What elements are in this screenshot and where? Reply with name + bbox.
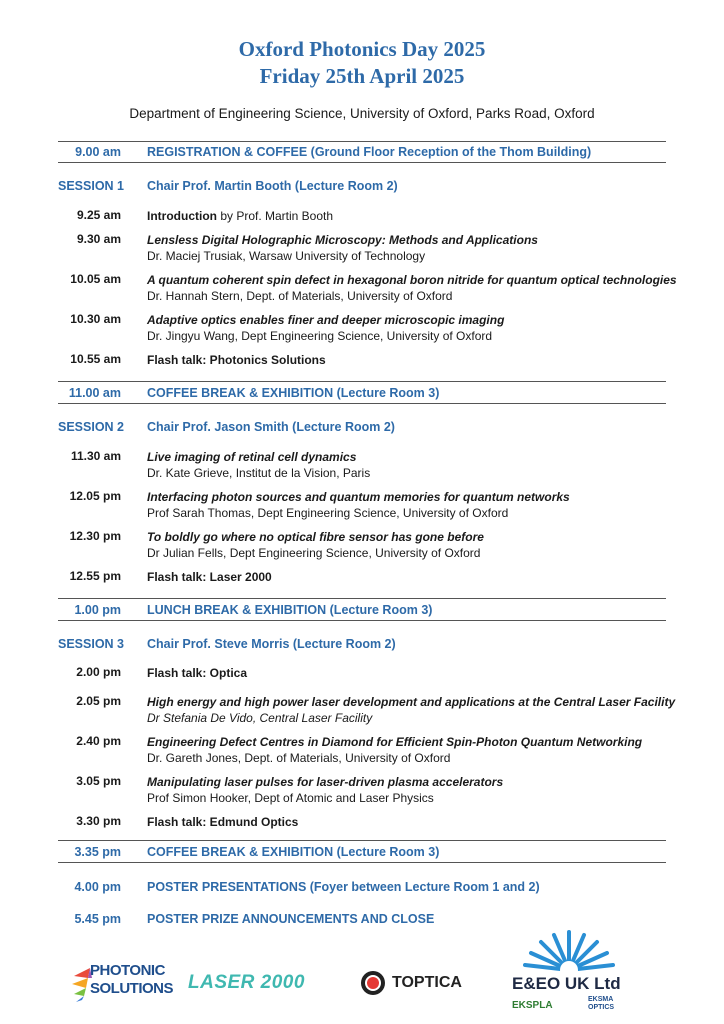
session-label: SESSION 1 (58, 179, 124, 193)
time: 1.00 pm (74, 603, 121, 617)
talk-speaker: Prof Simon Hooker, Dept of Atomic and Laser Physics (147, 791, 434, 805)
talk-speaker: Prof Sarah Thomas, Dept Engineering Science, University of Oxford (147, 506, 509, 520)
laser2000-text: LASER 2000 (188, 972, 305, 993)
time: 5.45 pm (74, 912, 121, 926)
flash-talk: Flash talk: Laser 2000 (147, 570, 272, 584)
break-label: LUNCH BREAK & EXHIBITION (Lecture Room 3) (147, 603, 433, 617)
time: 2.05 pm (76, 694, 121, 708)
talk-title: High energy and high power laser development and applications at the Central Laser Facility (147, 695, 676, 709)
divider (58, 598, 666, 599)
time: 4.00 pm (74, 880, 121, 894)
session-chair: Chair Prof. Jason Smith (Lecture Room 2) (147, 420, 395, 434)
talk-title: Lensless Digital Holographic Microscopy: Methods and Applications (147, 233, 538, 247)
talk-speaker: Dr. Maciej Trusiak, Warsaw University of Technology (147, 249, 426, 263)
talk-speaker: Dr Stefania De Vido, Central Laser Facility (147, 711, 373, 725)
flash-talk: Flash talk: Photonics Solutions (147, 353, 326, 367)
time: 2.40 pm (76, 734, 121, 748)
divider (58, 162, 666, 163)
eeo-logo (508, 926, 638, 1022)
time: 2.00 pm (76, 665, 121, 679)
session-chair: Chair Prof. Steve Morris (Lecture Room 2) (147, 637, 396, 651)
break-label: POSTER PRESENTATIONS (Foyer between Lecture Room 1 and 2) (147, 880, 540, 894)
talk-title: Manipulating laser pulses for laser-driven plasma accelerators (147, 775, 504, 789)
talk-title: Adaptive optics enables finer and deeper microscopic imaging (147, 313, 505, 327)
time: 3.35 pm (74, 845, 121, 859)
talk-title: Live imaging of retinal cell dynamics (147, 450, 357, 464)
time: 9.25 am (76, 208, 121, 222)
venue: Department of Engineering Science, University of Oxford, Parks Road, Oxford (129, 106, 595, 121)
divider (58, 141, 666, 142)
session-label: SESSION 2 (58, 420, 124, 434)
divider (58, 381, 666, 382)
session-chair: Chair Prof. Martin Booth (Lecture Room 2) (147, 179, 398, 193)
session-label: SESSION 3 (58, 637, 124, 651)
talk-title: To boldly go where no optical fibre sensor has gone before (147, 530, 484, 544)
talk-speaker: Dr Julian Fells, Dept Engineering Science, University of Oxford (147, 546, 481, 560)
talk-speaker: Dr. Hannah Stern, Dept. of Materials, University of Oxford (147, 289, 453, 303)
page-title: Oxford Photonics Day 2025 (238, 37, 486, 61)
photonic-line1: PHOTONIC (90, 962, 165, 979)
photonic-line2: SOLUTIONS (90, 980, 174, 997)
break-label: POSTER PRIZE ANNOUNCEMENTS AND CLOSE (147, 912, 435, 926)
intro-speaker: by Prof. Martin Booth (216, 209, 334, 223)
talk-title: Interfacing photon sources and quantum memories for quantum networks (147, 490, 570, 504)
toptica-text: TOPTICA (392, 974, 462, 991)
talk-title: Engineering Defect Centres in Diamond for Efficient Spin-Photon Quantum Networking (147, 735, 643, 749)
time: 11.30 am (70, 449, 121, 463)
flash-talk: Flash talk: Optica (147, 666, 248, 680)
toptica-mark-icon (360, 970, 386, 996)
page-date: Friday 25th April 2025 (259, 64, 465, 88)
talk-title: A quantum coherent spin defect in hexagonal boron nitride for quantum optical technologies (147, 273, 677, 287)
break-label: COFFEE BREAK & EXHIBITION (Lecture Room 3) (147, 845, 440, 859)
laser2000-logo (188, 972, 330, 998)
time: 3.30 pm (76, 814, 121, 828)
time: 12.30 pm (69, 529, 121, 543)
divider (58, 620, 666, 621)
time: 9.30 am (76, 232, 121, 246)
time: 10.30 am (70, 312, 121, 326)
eeo-text: E&EO UK Ltd (512, 974, 621, 993)
intro-label: Introduction (147, 209, 217, 223)
divider (58, 840, 666, 841)
toptica-logo (360, 970, 470, 998)
time: 12.05 pm (69, 489, 121, 503)
flash-talk: Flash talk: Edmund Optics (147, 815, 299, 829)
break-label: COFFEE BREAK & EXHIBITION (Lecture Room 3) (147, 386, 440, 400)
photonic-solutions-logo (70, 962, 174, 1006)
time: 3.05 pm (76, 774, 121, 788)
divider (58, 862, 666, 863)
talk-speaker: Dr. Gareth Jones, Dept. of Materials, University of Oxford (147, 751, 451, 765)
ekspla-text: EKSPLA (512, 1000, 553, 1011)
eksma-line1: EKSMA (588, 996, 614, 1003)
eeo-rays-icon (514, 926, 624, 972)
time: 9.00 am (75, 145, 121, 159)
eksma-line2: OPTICS (588, 1004, 615, 1011)
time: 12.55 pm (69, 569, 121, 583)
break-label: REGISTRATION & COFFEE (Ground Floor Reception of the Thom Building) (147, 145, 592, 159)
divider (58, 403, 666, 404)
eksma-text (588, 996, 614, 1012)
time: 10.55 am (70, 352, 121, 366)
time: 10.05 am (70, 272, 121, 286)
talk-speaker: Dr. Kate Grieve, Institut de la Vision, Paris (147, 466, 371, 480)
talk-speaker: Dr. Jingyu Wang, Dept Engineering Science, University of Oxford (147, 329, 493, 343)
time: 11.00 am (68, 386, 121, 400)
